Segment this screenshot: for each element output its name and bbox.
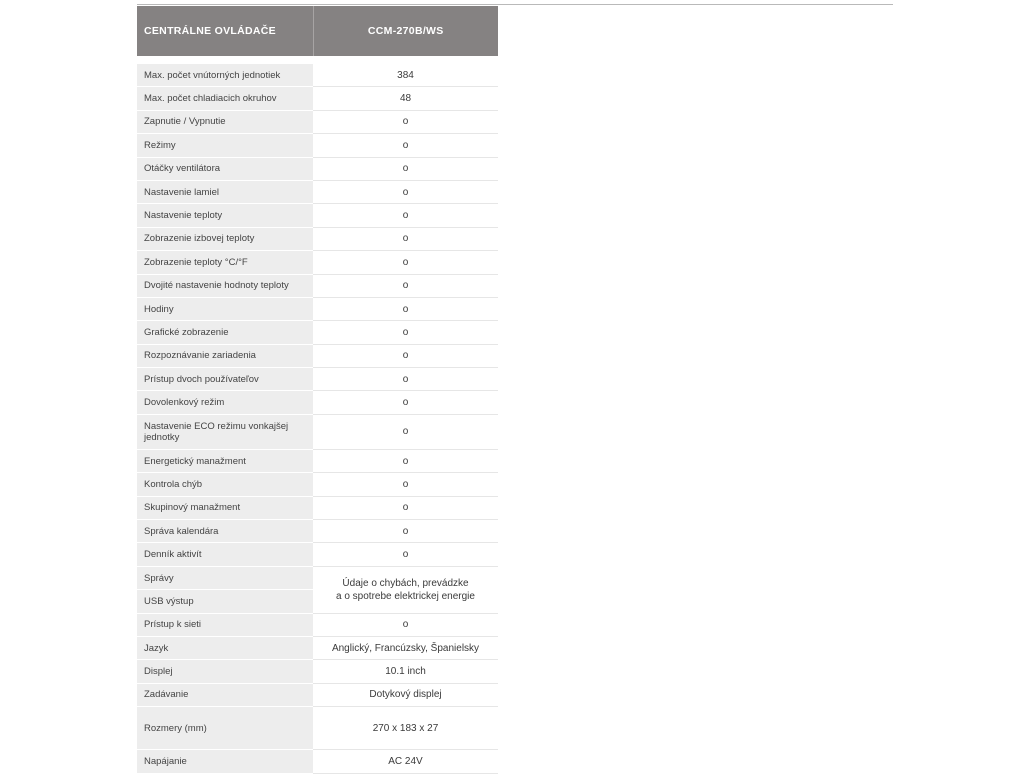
merged-value-line2: a o spotrebe elektrickej energie <box>336 590 475 602</box>
table-row <box>137 660 498 683</box>
row-value: Anglický, Francúzsky, Španielsky <box>313 636 498 659</box>
row-label-text: Nastavenie ECO režimu vonkajšej jednotky <box>144 420 289 443</box>
row-label: Režimy <box>137 134 313 157</box>
table-header-row <box>137 6 498 56</box>
table-row <box>137 449 498 472</box>
header-central-controllers: CENTRÁLNE OVLÁDAČE <box>137 6 313 56</box>
row-value: o <box>313 520 498 543</box>
table-row <box>137 414 498 449</box>
table-row <box>137 496 498 519</box>
table-row <box>137 297 498 320</box>
row-label-messages: Správy <box>137 566 313 589</box>
table-row <box>137 157 498 180</box>
row-label: Skupinový manažment <box>137 496 313 519</box>
row-value: o <box>313 543 498 566</box>
row-value: o <box>313 180 498 203</box>
table-row <box>137 180 498 203</box>
table-row <box>137 391 498 414</box>
row-value: AC 24V <box>313 750 498 773</box>
table-row <box>137 64 498 87</box>
header-model: CCM-270B/WS <box>313 6 498 56</box>
table-row <box>137 204 498 227</box>
row-label: Kontrola chýb <box>137 473 313 496</box>
row-value: 384 <box>313 64 498 87</box>
row-label: Jazyk <box>137 636 313 659</box>
row-label: Denník aktivít <box>137 543 313 566</box>
row-label: Zadávanie <box>137 683 313 706</box>
table-row <box>137 613 498 636</box>
row-label: Zobrazenie izbovej teploty <box>137 227 313 250</box>
row-value: o <box>313 274 498 297</box>
row-label: Zobrazenie teploty °C/°F <box>137 251 313 274</box>
row-value: 270 x 183 x 27 <box>313 707 498 750</box>
row-label: Správa kalendára <box>137 520 313 543</box>
row-label: Nastavenie teploty <box>137 204 313 227</box>
row-label-usb-output: USB výstup <box>137 590 313 613</box>
row-value: o <box>313 414 498 449</box>
table-row <box>137 473 498 496</box>
table-row <box>137 520 498 543</box>
row-value: o <box>313 110 498 133</box>
row-label: Rozpoznávanie zariadenia <box>137 344 313 367</box>
row-label: Otáčky ventilátora <box>137 157 313 180</box>
table-row <box>137 87 498 110</box>
row-value: o <box>313 496 498 519</box>
table-row <box>137 707 498 750</box>
table-row <box>137 636 498 659</box>
row-label: Max. počet vnútorných jednotiek <box>137 64 313 87</box>
row-value: o <box>313 344 498 367</box>
row-value: o <box>313 204 498 227</box>
table-row <box>137 251 498 274</box>
row-value: 48 <box>313 87 498 110</box>
table-row <box>137 321 498 344</box>
row-value: o <box>313 157 498 180</box>
merged-value-line1: Údaje o chybách, prevádzke <box>342 577 469 589</box>
row-label <box>137 414 313 449</box>
row-value: Dotykový displej <box>313 683 498 706</box>
row-value: o <box>313 297 498 320</box>
row-value: o <box>313 321 498 344</box>
row-label: Zapnutie / Vypnutie <box>137 110 313 133</box>
table-row <box>137 566 498 589</box>
row-label: Energetický manažment <box>137 449 313 472</box>
row-value: o <box>313 368 498 391</box>
row-label: Dvojité nastavenie hodnoty teploty <box>137 274 313 297</box>
row-value: o <box>313 613 498 636</box>
table-row <box>137 274 498 297</box>
row-label: Grafické zobrazenie <box>137 321 313 344</box>
row-value: o <box>313 473 498 496</box>
row-label: Rozmery (mm) <box>137 707 313 750</box>
row-value: 10.1 inch <box>313 660 498 683</box>
table-row <box>137 344 498 367</box>
spec-table <box>137 6 498 774</box>
row-label: Prístup dvoch používateľov <box>137 368 313 391</box>
table-row <box>137 227 498 250</box>
table-row <box>137 683 498 706</box>
table-row <box>137 110 498 133</box>
row-value: o <box>313 449 498 472</box>
row-label: Napájanie <box>137 750 313 773</box>
row-label: Displej <box>137 660 313 683</box>
row-label: Prístup k sieti <box>137 613 313 636</box>
row-value: o <box>313 391 498 414</box>
table-row <box>137 543 498 566</box>
row-label: Nastavenie lamiel <box>137 180 313 203</box>
table-row <box>137 368 498 391</box>
row-label: Dovolenkový režim <box>137 391 313 414</box>
row-label: Max. počet chladiacich okruhov <box>137 87 313 110</box>
row-value: o <box>313 134 498 157</box>
top-rule <box>137 4 893 5</box>
row-value: o <box>313 251 498 274</box>
row-value: o <box>313 227 498 250</box>
row-label: Hodiny <box>137 297 313 320</box>
table-row <box>137 750 498 773</box>
row-value-merged <box>313 566 498 613</box>
table-row <box>137 134 498 157</box>
